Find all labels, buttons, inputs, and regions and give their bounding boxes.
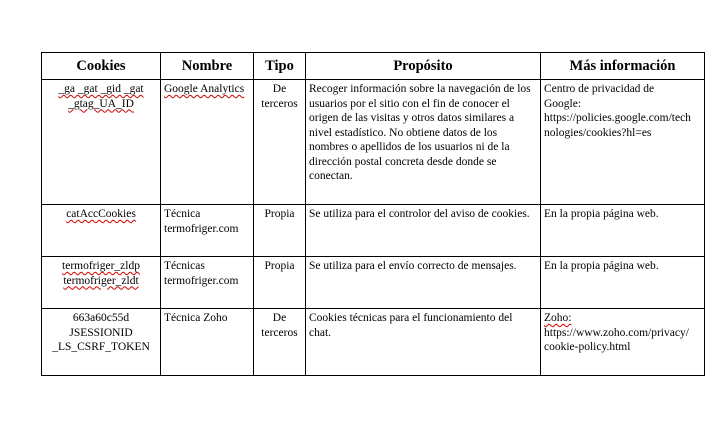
cell-tipo xyxy=(254,80,306,205)
cell-nombre xyxy=(161,257,254,309)
cookies-table xyxy=(41,52,705,376)
cell-nombre xyxy=(161,80,254,205)
cell-mas-informacion xyxy=(541,257,705,309)
cookie-name: _ga _gat _gid _gat xyxy=(58,83,144,95)
cell-cookies xyxy=(42,309,161,376)
tipo-text: terceros xyxy=(261,326,298,339)
cell-tipo xyxy=(254,205,306,257)
cell-cookies xyxy=(42,257,161,309)
header-cookies: Cookies xyxy=(42,53,161,80)
cookie-name: 663a60c55d xyxy=(72,312,130,324)
cookie-name: JSESSIONID xyxy=(69,326,133,339)
table-header-row xyxy=(42,53,705,80)
cell-cookies xyxy=(42,205,161,257)
table-row xyxy=(42,257,705,309)
nombre-text: Google Analytics xyxy=(164,83,245,95)
cookie-name: termofriger_zldp xyxy=(62,260,140,272)
cell-proposito: Se utiliza para el controlor del aviso de cookies. xyxy=(306,205,541,257)
info-text: En la propia página web. xyxy=(544,260,659,272)
cell-mas-informacion xyxy=(541,309,705,376)
nombre-text: termofriger.com xyxy=(164,222,239,235)
cell-proposito: Cookies técnicas para el funcionamiento del chat. xyxy=(306,309,541,376)
cell-mas-informacion xyxy=(541,205,705,257)
header-mas-informacion: Más información xyxy=(541,53,705,80)
cell-mas-informacion xyxy=(541,80,705,205)
info-link[interactable]: cookie-policy.html xyxy=(544,341,631,353)
tipo-text: Propia xyxy=(264,260,295,272)
info-text: Centro de privacidad de xyxy=(544,83,655,95)
table-row xyxy=(42,80,705,205)
info-link[interactable]: https://policies.google.com/tech xyxy=(544,112,691,124)
cookie-name: _LS_CSRF_TOKEN xyxy=(52,341,150,353)
tipo-text: De xyxy=(272,312,287,324)
info-link[interactable]: nologies/cookies?hl=es xyxy=(544,126,652,139)
table-row xyxy=(42,309,705,376)
tipo-text: Propia xyxy=(264,208,295,220)
header-tipo: Tipo xyxy=(254,53,306,80)
nombre-text: Técnica xyxy=(164,208,201,220)
table-row xyxy=(42,205,705,257)
info-text: En la propia página web. xyxy=(544,208,659,220)
cell-nombre xyxy=(161,309,254,376)
cell-tipo xyxy=(254,257,306,309)
header-proposito: Propósito xyxy=(306,53,541,80)
cell-proposito: Se utiliza para el envío correcto de mensajes. xyxy=(306,257,541,309)
cookie-name: termofriger_zldt xyxy=(63,274,139,287)
cookie-name: catAccCookies xyxy=(66,208,136,220)
nombre-text: Técnica Zoho xyxy=(164,312,228,324)
nombre-text: Técnicas xyxy=(164,260,205,272)
cell-nombre xyxy=(161,205,254,257)
header-nombre: Nombre xyxy=(161,53,254,80)
info-text: Google: xyxy=(544,97,582,110)
cell-tipo xyxy=(254,309,306,376)
cookie-name: _gtag_UA_ID xyxy=(68,97,134,110)
info-link[interactable]: https://www.zoho.com/privacy/ xyxy=(544,326,689,339)
tipo-text: terceros xyxy=(261,97,298,110)
info-text: Zoho: xyxy=(544,312,572,324)
cell-proposito: Recoger información sobre la navegación de los usuarios por el sitio con el fin de conocer el origen de las visitas y otros datos similares a nivel estadístico. No obtiene datos de los nombres o apellidos de los usuarios ni de la dirección postal concreta desde donde se conectan. xyxy=(306,80,541,205)
cell-cookies xyxy=(42,80,161,205)
nombre-text: termofriger.com xyxy=(164,274,239,287)
tipo-text: De xyxy=(272,83,287,95)
